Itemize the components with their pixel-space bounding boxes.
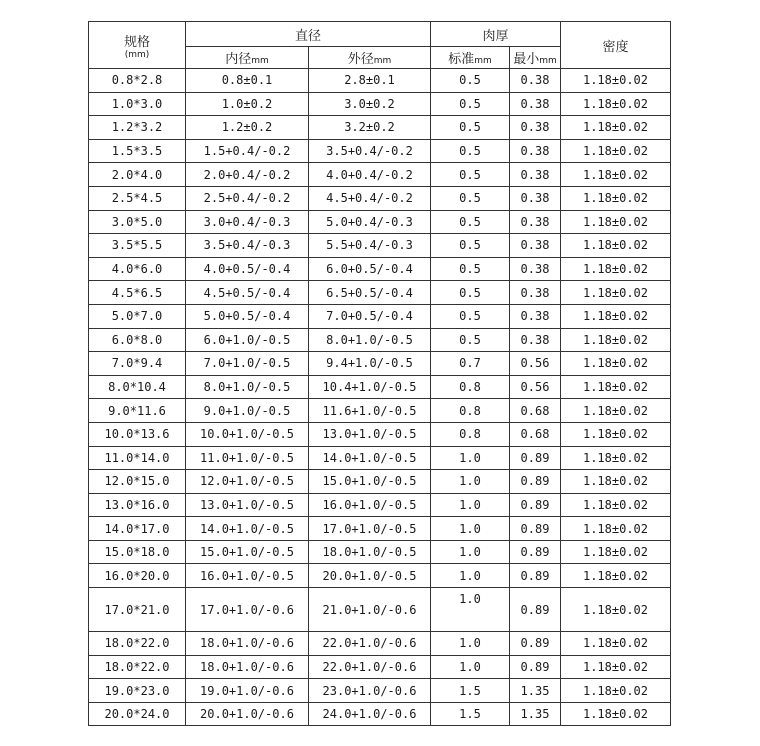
cell-inner: 11.0+1.0/-0.5 — [186, 446, 309, 470]
header-thickness: 肉厚 — [431, 22, 561, 47]
cell-inner: 1.2±0.2 — [186, 116, 309, 140]
table-row — [89, 422, 671, 446]
table-row — [89, 328, 671, 352]
cell-density: 1.18±0.02 — [561, 564, 671, 588]
header-diameter: 直径 — [186, 22, 431, 47]
header-spec-label: 规格 — [123, 34, 150, 50]
header-minimum-unit: mm — [539, 56, 557, 66]
cell-outer: 14.0+1.0/-0.5 — [309, 446, 431, 470]
table-row — [89, 304, 671, 328]
table-row — [89, 139, 671, 163]
table-row — [89, 655, 671, 679]
table-row — [89, 588, 671, 632]
table-row — [89, 234, 671, 258]
cell-spec: 3.0*5.0 — [89, 210, 186, 234]
cell-outer: 7.0+0.5/-0.4 — [309, 304, 431, 328]
cell-density: 1.18±0.02 — [561, 399, 671, 423]
cell-outer: 4.0+0.4/-0.2 — [309, 163, 431, 187]
cell-spec: 19.0*23.0 — [89, 679, 186, 703]
cell-inner: 17.0+1.0/-0.6 — [186, 588, 309, 632]
cell-spec: 4.5*6.5 — [89, 281, 186, 305]
cell-outer: 23.0+1.0/-0.6 — [309, 679, 431, 703]
cell-inner: 20.0+1.0/-0.6 — [186, 702, 309, 726]
cell-minimum: 0.38 — [510, 69, 561, 93]
cell-spec: 11.0*14.0 — [89, 446, 186, 470]
cell-outer: 10.4+1.0/-0.5 — [309, 375, 431, 399]
cell-density: 1.18±0.02 — [561, 328, 671, 352]
table-row — [89, 281, 671, 305]
header-density: 密度 — [561, 22, 671, 69]
header-spec-unit: (mm) — [124, 49, 150, 60]
cell-spec: 5.0*7.0 — [89, 304, 186, 328]
cell-inner: 4.0+0.5/-0.4 — [186, 257, 309, 281]
cell-spec: 2.5*4.5 — [89, 186, 186, 210]
cell-minimum: 0.56 — [510, 352, 561, 376]
cell-spec: 9.0*11.6 — [89, 399, 186, 423]
table-row — [89, 679, 671, 703]
cell-spec: 7.0*9.4 — [89, 352, 186, 376]
table-row — [89, 69, 671, 93]
cell-outer: 4.5+0.4/-0.2 — [309, 186, 431, 210]
table-row — [89, 564, 671, 588]
cell-outer: 3.5+0.4/-0.2 — [309, 139, 431, 163]
cell-minimum: 0.38 — [510, 139, 561, 163]
cell-density: 1.18±0.02 — [561, 116, 671, 140]
cell-minimum: 1.35 — [510, 679, 561, 703]
cell-density: 1.18±0.02 — [561, 234, 671, 258]
cell-spec: 13.0*16.0 — [89, 493, 186, 517]
cell-standard: 0.5 — [431, 328, 510, 352]
cell-standard: 1.0 — [431, 540, 510, 564]
cell-outer: 24.0+1.0/-0.6 — [309, 702, 431, 726]
cell-inner: 14.0+1.0/-0.5 — [186, 517, 309, 541]
cell-spec: 6.0*8.0 — [89, 328, 186, 352]
cell-outer: 11.6+1.0/-0.5 — [309, 399, 431, 423]
cell-standard: 1.0 — [431, 517, 510, 541]
header-standard-label: 标准 — [448, 52, 475, 67]
cell-spec: 17.0*21.0 — [89, 588, 186, 632]
cell-minimum: 1.35 — [510, 702, 561, 726]
table-row — [89, 493, 671, 517]
table-row — [89, 210, 671, 234]
cell-standard: 0.8 — [431, 399, 510, 423]
cell-standard: 0.5 — [431, 281, 510, 305]
cell-spec: 1.5*3.5 — [89, 139, 186, 163]
cell-spec: 4.0*6.0 — [89, 257, 186, 281]
cell-spec: 18.0*22.0 — [89, 655, 186, 679]
cell-inner: 16.0+1.0/-0.5 — [186, 564, 309, 588]
table-row — [89, 540, 671, 564]
cell-inner: 1.5+0.4/-0.2 — [186, 139, 309, 163]
cell-inner: 12.0+1.0/-0.5 — [186, 470, 309, 494]
cell-density: 1.18±0.02 — [561, 352, 671, 376]
cell-minimum: 0.38 — [510, 328, 561, 352]
cell-standard: 1.0 — [431, 564, 510, 588]
cell-standard: 0.5 — [431, 304, 510, 328]
cell-minimum: 0.38 — [510, 304, 561, 328]
cell-outer: 18.0+1.0/-0.5 — [309, 540, 431, 564]
cell-inner: 9.0+1.0/-0.5 — [186, 399, 309, 423]
cell-inner: 7.0+1.0/-0.5 — [186, 352, 309, 376]
cell-density: 1.18±0.02 — [561, 69, 671, 93]
cell-standard: 0.5 — [431, 69, 510, 93]
cell-spec: 3.5*5.5 — [89, 234, 186, 258]
cell-inner: 3.0+0.4/-0.3 — [186, 210, 309, 234]
header-outer-unit: mm — [373, 56, 392, 66]
cell-density: 1.18±0.02 — [561, 422, 671, 446]
cell-density: 1.18±0.02 — [561, 632, 671, 656]
cell-density: 1.18±0.02 — [561, 588, 671, 632]
cell-outer: 9.4+1.0/-0.5 — [309, 352, 431, 376]
cell-spec: 0.8*2.8 — [89, 69, 186, 93]
cell-minimum: 0.89 — [510, 517, 561, 541]
cell-standard: 0.8 — [431, 375, 510, 399]
table-row — [89, 399, 671, 423]
cell-inner: 18.0+1.0/-0.6 — [186, 632, 309, 656]
cell-minimum: 0.68 — [510, 399, 561, 423]
cell-inner: 19.0+1.0/-0.6 — [186, 679, 309, 703]
cell-outer: 6.0+0.5/-0.4 — [309, 257, 431, 281]
cell-minimum: 0.38 — [510, 92, 561, 116]
header-outer — [309, 47, 431, 69]
table-row — [89, 116, 671, 140]
cell-density: 1.18±0.02 — [561, 446, 671, 470]
header-inner-label: 内径 — [225, 52, 252, 67]
cell-inner: 15.0+1.0/-0.5 — [186, 540, 309, 564]
table-row — [89, 702, 671, 726]
table-row — [89, 446, 671, 470]
cell-minimum: 0.89 — [510, 564, 561, 588]
cell-minimum: 0.68 — [510, 422, 561, 446]
cell-standard: 0.5 — [431, 116, 510, 140]
cell-standard: 0.5 — [431, 139, 510, 163]
cell-standard: 0.5 — [431, 163, 510, 187]
cell-spec: 2.0*4.0 — [89, 163, 186, 187]
cell-spec: 15.0*18.0 — [89, 540, 186, 564]
cell-minimum: 0.56 — [510, 375, 561, 399]
cell-minimum: 0.38 — [510, 186, 561, 210]
cell-standard: 1.0 — [431, 632, 510, 656]
header-inner-unit: mm — [251, 56, 269, 66]
cell-outer: 15.0+1.0/-0.5 — [309, 470, 431, 494]
cell-standard: 0.5 — [431, 234, 510, 258]
cell-density: 1.18±0.02 — [561, 702, 671, 726]
cell-outer: 22.0+1.0/-0.6 — [309, 655, 431, 679]
table-row — [89, 375, 671, 399]
cell-minimum: 0.89 — [510, 470, 561, 494]
cell-outer: 3.0±0.2 — [309, 92, 431, 116]
cell-outer: 5.0+0.4/-0.3 — [309, 210, 431, 234]
header-inner — [186, 47, 309, 69]
table-row — [89, 163, 671, 187]
cell-standard: 0.5 — [431, 186, 510, 210]
cell-density: 1.18±0.02 — [561, 493, 671, 517]
cell-density: 1.18±0.02 — [561, 163, 671, 187]
cell-density: 1.18±0.02 — [561, 470, 671, 494]
header-spec — [89, 22, 186, 69]
cell-outer: 13.0+1.0/-0.5 — [309, 422, 431, 446]
cell-minimum: 0.89 — [510, 655, 561, 679]
cell-standard: 0.5 — [431, 92, 510, 116]
cell-spec: 8.0*10.4 — [89, 375, 186, 399]
cell-minimum: 0.89 — [510, 588, 561, 632]
table-row — [89, 632, 671, 656]
cell-inner: 3.5+0.4/-0.3 — [186, 234, 309, 258]
cell-inner: 2.0+0.4/-0.2 — [186, 163, 309, 187]
cell-inner: 1.0±0.2 — [186, 92, 309, 116]
cell-minimum: 0.89 — [510, 632, 561, 656]
cell-minimum: 0.38 — [510, 281, 561, 305]
header-minimum — [510, 47, 561, 69]
spec-table — [88, 21, 671, 726]
cell-outer: 2.8±0.1 — [309, 69, 431, 93]
cell-minimum: 0.89 — [510, 540, 561, 564]
cell-minimum: 0.38 — [510, 163, 561, 187]
table-row — [89, 257, 671, 281]
cell-spec: 1.0*3.0 — [89, 92, 186, 116]
table-row — [89, 92, 671, 116]
table-row — [89, 470, 671, 494]
cell-spec: 12.0*15.0 — [89, 470, 186, 494]
cell-standard: 0.8 — [431, 422, 510, 446]
cell-inner: 10.0+1.0/-0.5 — [186, 422, 309, 446]
cell-outer: 22.0+1.0/-0.6 — [309, 632, 431, 656]
cell-standard: 1.0 — [431, 588, 510, 632]
cell-density: 1.18±0.02 — [561, 517, 671, 541]
cell-standard: 1.0 — [431, 493, 510, 517]
cell-standard: 1.0 — [431, 655, 510, 679]
cell-outer: 16.0+1.0/-0.5 — [309, 493, 431, 517]
cell-density: 1.18±0.02 — [561, 655, 671, 679]
cell-outer: 3.2±0.2 — [309, 116, 431, 140]
cell-spec: 10.0*13.6 — [89, 422, 186, 446]
cell-spec: 16.0*20.0 — [89, 564, 186, 588]
cell-outer: 6.5+0.5/-0.4 — [309, 281, 431, 305]
cell-minimum: 0.38 — [510, 210, 561, 234]
cell-spec: 14.0*17.0 — [89, 517, 186, 541]
cell-minimum: 0.89 — [510, 493, 561, 517]
cell-minimum: 0.38 — [510, 257, 561, 281]
cell-density: 1.18±0.02 — [561, 304, 671, 328]
header-minimum-label: 最小 — [513, 52, 540, 67]
cell-minimum: 0.38 — [510, 116, 561, 140]
cell-density: 1.18±0.02 — [561, 540, 671, 564]
cell-minimum: 0.38 — [510, 234, 561, 258]
cell-standard: 1.0 — [431, 470, 510, 494]
cell-inner: 18.0+1.0/-0.6 — [186, 655, 309, 679]
cell-inner: 13.0+1.0/-0.5 — [186, 493, 309, 517]
cell-spec: 18.0*22.0 — [89, 632, 186, 656]
header-outer-label: 外径 — [347, 52, 374, 67]
cell-standard: 1.5 — [431, 679, 510, 703]
table-row — [89, 517, 671, 541]
cell-density: 1.18±0.02 — [561, 92, 671, 116]
table-body — [89, 69, 671, 726]
cell-standard: 0.7 — [431, 352, 510, 376]
cell-standard: 1.5 — [431, 702, 510, 726]
cell-inner: 0.8±0.1 — [186, 69, 309, 93]
cell-density: 1.18±0.02 — [561, 281, 671, 305]
header-standard-unit: mm — [474, 56, 492, 66]
cell-density: 1.18±0.02 — [561, 139, 671, 163]
cell-spec: 20.0*24.0 — [89, 702, 186, 726]
cell-density: 1.18±0.02 — [561, 186, 671, 210]
cell-inner: 2.5+0.4/-0.2 — [186, 186, 309, 210]
cell-outer: 20.0+1.0/-0.5 — [309, 564, 431, 588]
cell-standard: 0.5 — [431, 257, 510, 281]
cell-inner: 6.0+1.0/-0.5 — [186, 328, 309, 352]
cell-spec: 1.2*3.2 — [89, 116, 186, 140]
header-standard — [431, 47, 510, 69]
cell-outer: 5.5+0.4/-0.3 — [309, 234, 431, 258]
cell-inner: 5.0+0.5/-0.4 — [186, 304, 309, 328]
cell-outer: 8.0+1.0/-0.5 — [309, 328, 431, 352]
cell-standard: 0.5 — [431, 210, 510, 234]
cell-outer: 21.0+1.0/-0.6 — [309, 588, 431, 632]
table-row — [89, 186, 671, 210]
cell-density: 1.18±0.02 — [561, 257, 671, 281]
cell-standard: 1.0 — [431, 446, 510, 470]
cell-density: 1.18±0.02 — [561, 210, 671, 234]
cell-density: 1.18±0.02 — [561, 375, 671, 399]
cell-inner: 4.5+0.5/-0.4 — [186, 281, 309, 305]
cell-density: 1.18±0.02 — [561, 679, 671, 703]
cell-inner: 8.0+1.0/-0.5 — [186, 375, 309, 399]
cell-minimum: 0.89 — [510, 446, 561, 470]
table-row — [89, 352, 671, 376]
cell-outer: 17.0+1.0/-0.5 — [309, 517, 431, 541]
